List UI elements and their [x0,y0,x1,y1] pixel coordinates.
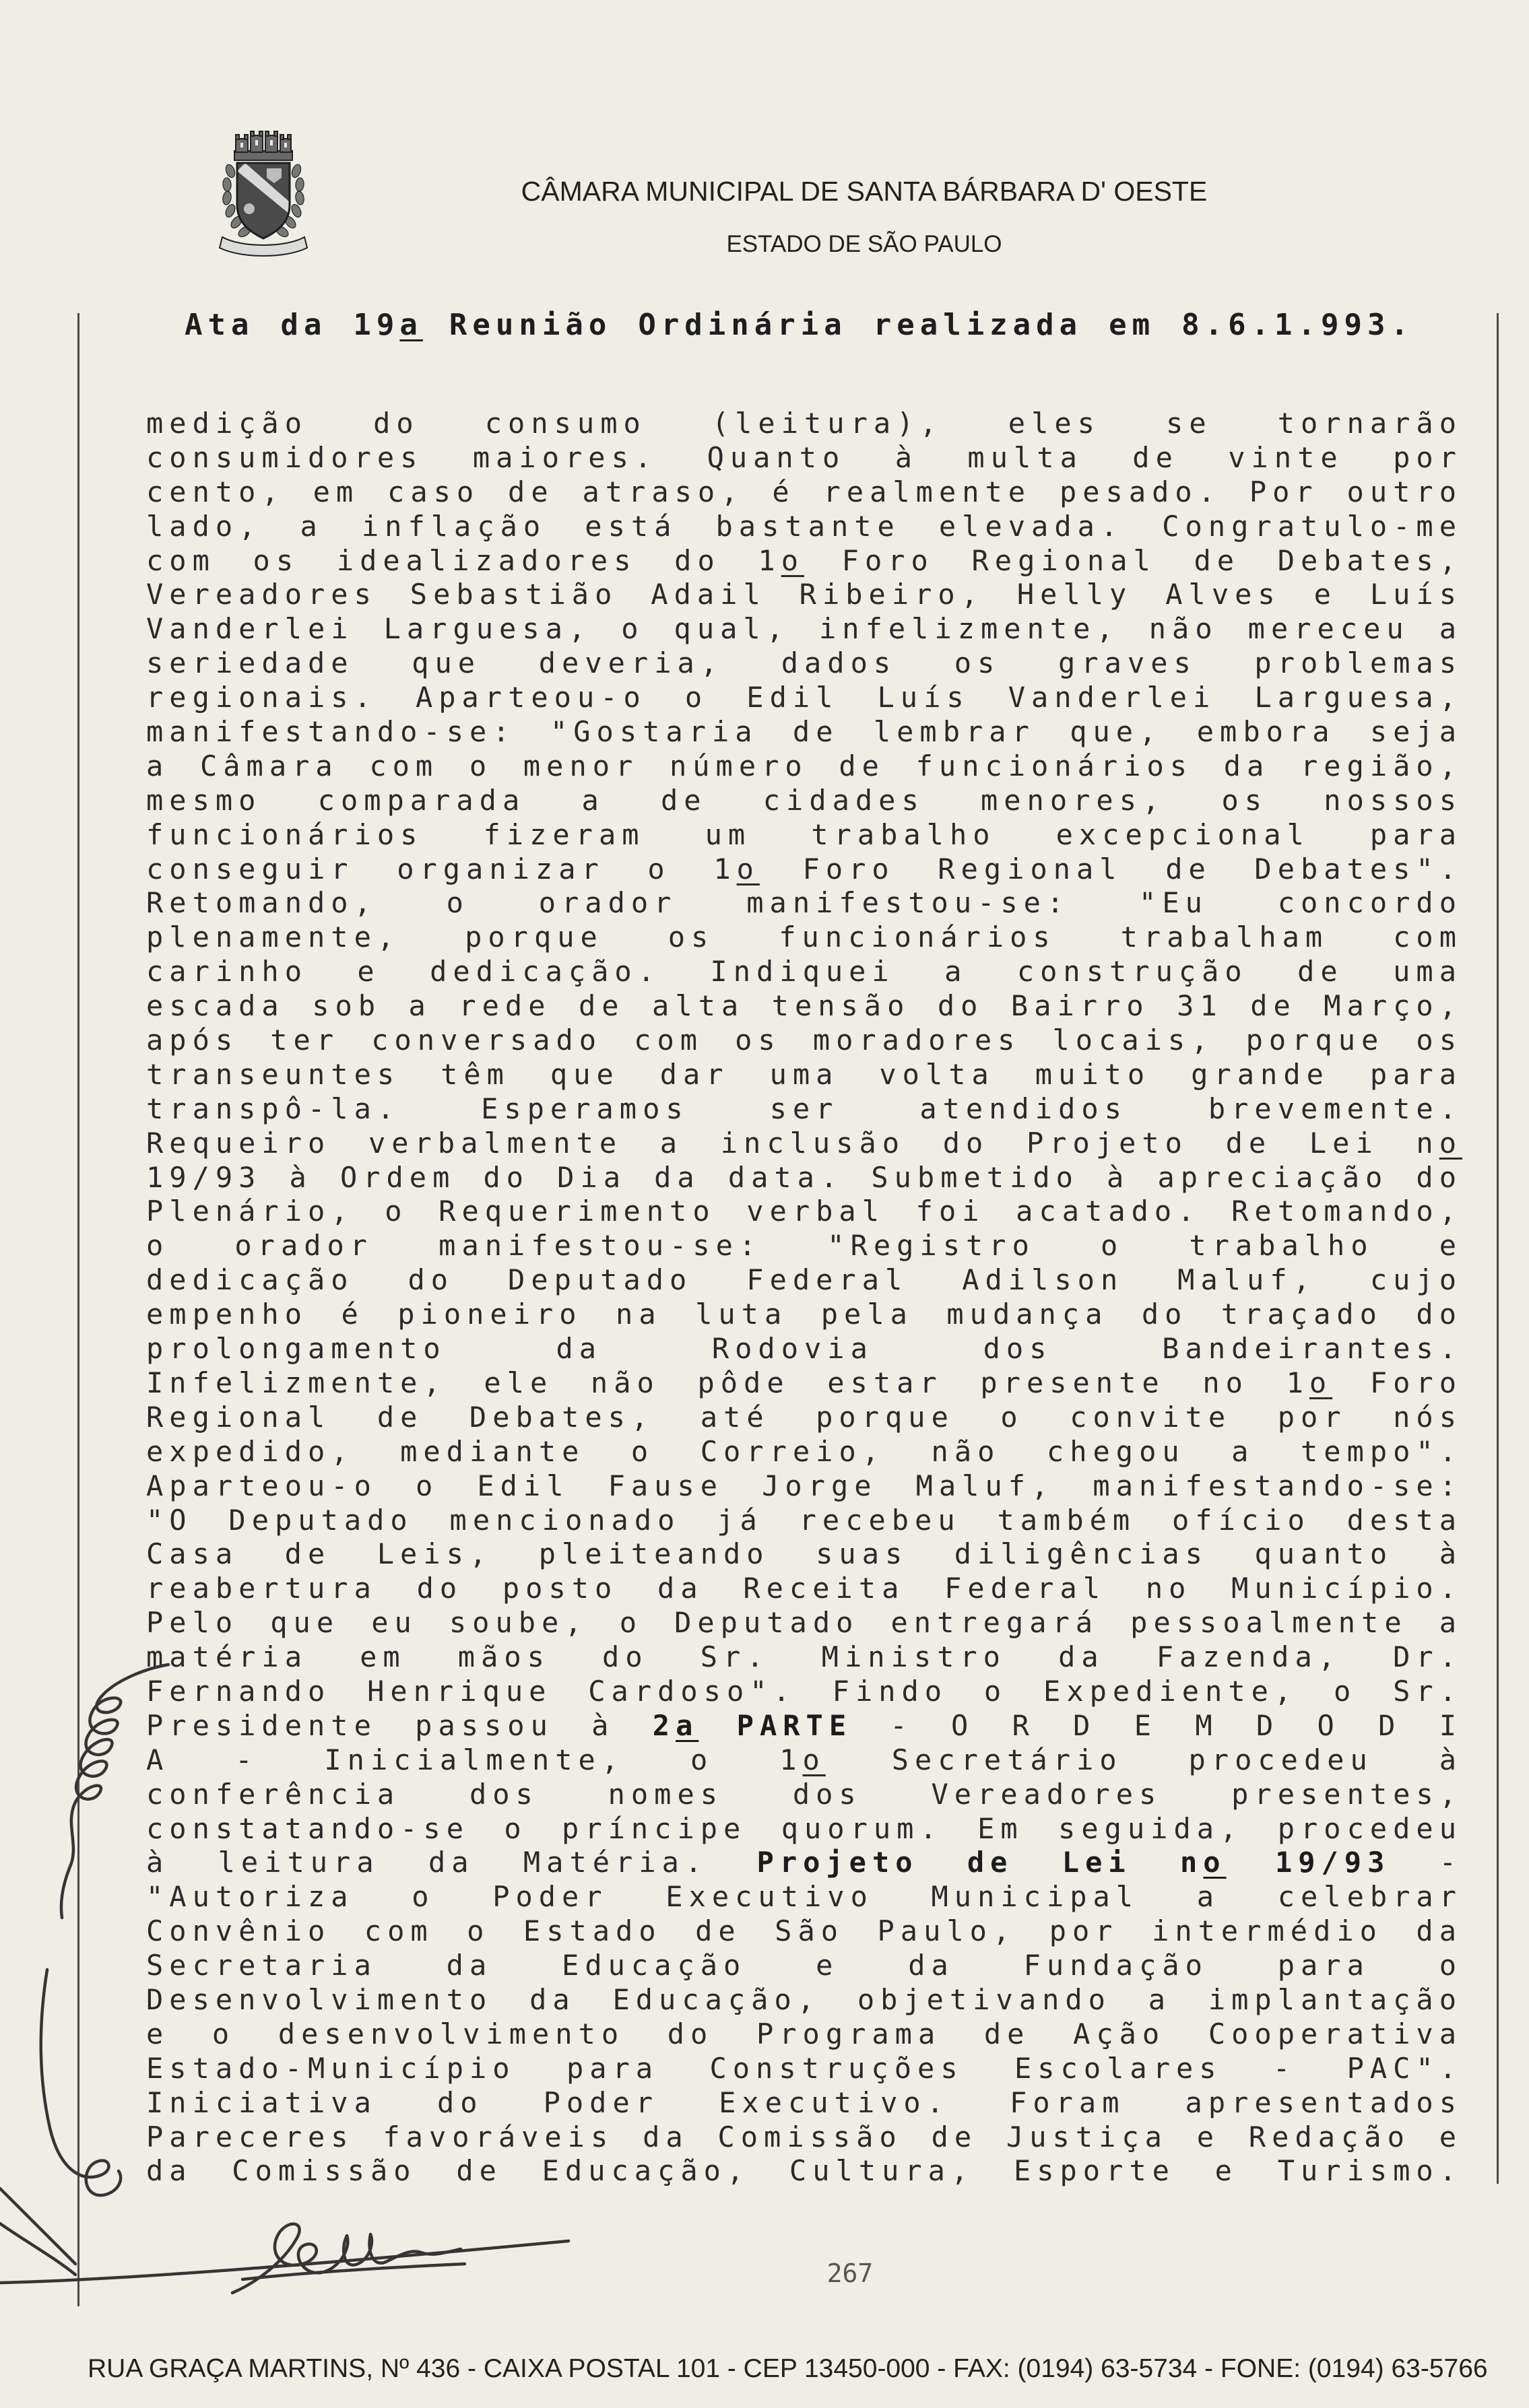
margin-signature-2 [41,1970,121,2195]
text-line: conferência dos nomes dos Vereadores presentes, [146,1777,1462,1811]
text-line [146,852,1462,887]
state-name: ESTADO DE SÃO PAULO [726,231,1002,257]
text-line: Desenvolvimento da Educação, objetivando a implantação [146,1982,1462,2016]
text-line: Pareceres favoráveis da Comissão de Justiça e Redação e [146,2120,1462,2153]
text-segment: Infelizmente, ele não pôde estar presente no 1 [146,1366,1309,1399]
text-segment: à leitura da Matéria. [146,1846,757,1879]
text-line: após ter conversado com os moradores locais, porque os [146,1024,1462,1057]
text-line: o orador manifestou-se: "Registro o trabalho e [146,1229,1462,1263]
text-line [146,1366,1462,1401]
ordinal-indicator: o [1309,1366,1333,1399]
document-title [185,306,1414,344]
ordinal-indicator: a [676,1708,699,1742]
text-line: manifestando-se: "Gostaria de lembrar que, embora seja [146,715,1462,749]
text-line: funcionários fizeram um trabalho excepcional para [146,817,1462,851]
text-line: transeuntes têm que dar uma volta muito grande para [146,1057,1462,1091]
text-line: constatando-se o príncipe quorum. Em seguida, procedeu [146,1811,1462,1845]
text-line: lado, a inflação está bastante elevada. Congratulo-me [146,509,1462,543]
ordinal-indicator: a [399,308,423,342]
section-heading: PARTE [698,1708,853,1742]
bill-number: 19/93 [1226,1846,1391,1879]
text-line: Plenário, o Requerimento verbal foi acatado. Retomando, [146,1195,1462,1228]
text-line: Fernando Henrique Cardoso". Findo o Expediente, o Sr. [146,1674,1462,1708]
text-line: Secretaria da Educação e da Fundação para o [146,1949,1462,1982]
bill-reference: Projeto de Lei n [756,1846,1204,1879]
text-line: consumidores maiores. Quanto à multa de vinte por [146,440,1462,474]
text-segment: - [1390,1846,1463,1879]
text-line: Regional de Debates, até porque o convite por nós [146,1400,1462,1434]
text-line [146,544,1462,578]
page-number: 267 [826,2259,874,2288]
text-line: Iniciativa do Poder Executivo. Foram apresentados [146,2085,1462,2119]
text-line: seriedade que deveria, dados os graves problemas [146,646,1462,680]
handwritten-signatures [0,1616,606,2330]
text-line: Casa de Leis, pleiteando suas diligências quanto à [146,1537,1462,1571]
text-line [146,1127,1462,1161]
text-line: da Comissão de Educação, Cultura, Esporte e Turismo. [146,2154,1462,2188]
text-line: mesmo comparada a de cidades menores, os nossos [146,783,1462,817]
title-text: Ata da 19 [185,308,400,342]
text-line: transpô-la. Esperamos ser atendidos brevemente. [146,1092,1462,1125]
text-line: e o desenvolvimento do Programa de Ação Cooperativa [146,2017,1462,2050]
text-segment: com os idealizadores do 1 [146,543,781,577]
text-line: dedicação do Deputado Federal Adilson Maluf, cujo [146,1263,1462,1297]
ordinal-indicator: o [802,1743,826,1776]
text-segment: - O R D E M D O D I [852,1708,1462,1742]
text-line: Convênio com o Estado de São Paulo, por intermédio da [146,1914,1462,1948]
text-segment: Foro [1332,1366,1462,1399]
text-line: Vereadores Sebastião Adail Ribeiro, Helly Alves e Luís [146,578,1462,611]
text-line: Estado-Município para Construções Escolares - PAC". [146,2051,1462,2085]
ordinal-indicator: o [1203,1846,1227,1879]
text-line: cento, em caso de atraso, é realmente pesado. Por outro [146,475,1462,508]
text-segment: Foro Regional de Debates". [759,852,1462,885]
text-line: "O Deputado mencionado já recebeu também ofício desta [146,1503,1462,1537]
text-line: regionais. Aparteou-o o Edil Luís Vanderlei Larguesa, [146,681,1462,714]
text-segment: Requeiro verbalmente a inclusão do Projeto de Lei n [146,1126,1439,1160]
ordinal-indicator: o [736,852,760,885]
text-segment: conseguir organizar o 1 [146,852,737,885]
margin-stroke [0,2223,75,2275]
text-line: Retomando, o orador manifestou-se: "Eu concordo [146,886,1462,920]
text-line: prolongamento da Rodovia dos Bandeirantes. [146,1332,1462,1366]
text-line: carinho e dedicação. Indiquei a construção de uma [146,955,1462,989]
footer-address: RUA GRAÇA MARTINS, Nº 436 - CAIXA POSTAL 101 - CEP 13450-000 - FAX: (0194) 63-5734 - FONE: (0194) 63-5766 [88,2354,1488,2383]
margin-stroke [0,2188,75,2264]
text-line: Aparteou-o o Edil Fause Jorge Maluf, manifestando-se: [146,1469,1462,1502]
text-line: escada sob a rede de alta tensão do Bairro 31 de Março, [146,989,1462,1023]
right-margin-line [1497,313,1499,2184]
ordinal-indicator: o [1439,1126,1462,1160]
text-line: "Autoriza o Poder Executivo Municipal a celebrar [146,1880,1462,1914]
text-segment: Foro Regional de Debates, [804,543,1462,577]
text-line: medição do consumo (leitura), eles se tornarão [146,407,1462,440]
ordinal-indicator: o [781,543,804,577]
text-segment: A - Inicialmente, o 1 [146,1743,803,1776]
section-number: 2 [652,1708,676,1742]
text-line: 19/93 à Ordem do Dia da data. Submetido à apreciação do [146,1160,1462,1194]
title-text: Reunião Ordinária realizada em 8.6.1.993. [422,308,1414,342]
institution-name: CÂMARA MUNICIPAL DE SANTA BÁRBARA D' OESTE [521,176,1208,207]
text-line: matéria em mãos do Sr. Ministro da Fazenda, Dr. [146,1640,1462,1674]
text-line: plenamente, porque os funcionários trabalham com [146,921,1462,954]
text-line: a Câmara com o menor número de funcionários da região, [146,749,1462,782]
letterhead [224,174,1504,258]
margin-signature-1 [61,1665,168,1918]
text-line: expedido, mediante o Correio, não chegou a tempo". [146,1434,1462,1468]
text-line: Vanderlei Larguesa, o qual, infelizmente, não mereceu a [146,612,1462,646]
bottom-signature [232,2224,461,2293]
text-line: empenho é pioneiro na luta pela mudança do traçado do [146,1298,1462,1331]
text-line: Pelo que eu soube, o Deputado entregará pessoalmente a [146,1606,1462,1640]
text-segment: Secretário procedeu à [825,1743,1463,1776]
text-segment: Presidente passou à [146,1708,653,1742]
text-line: reabertura do posto da Receita Federal no Município. [146,1572,1462,1605]
